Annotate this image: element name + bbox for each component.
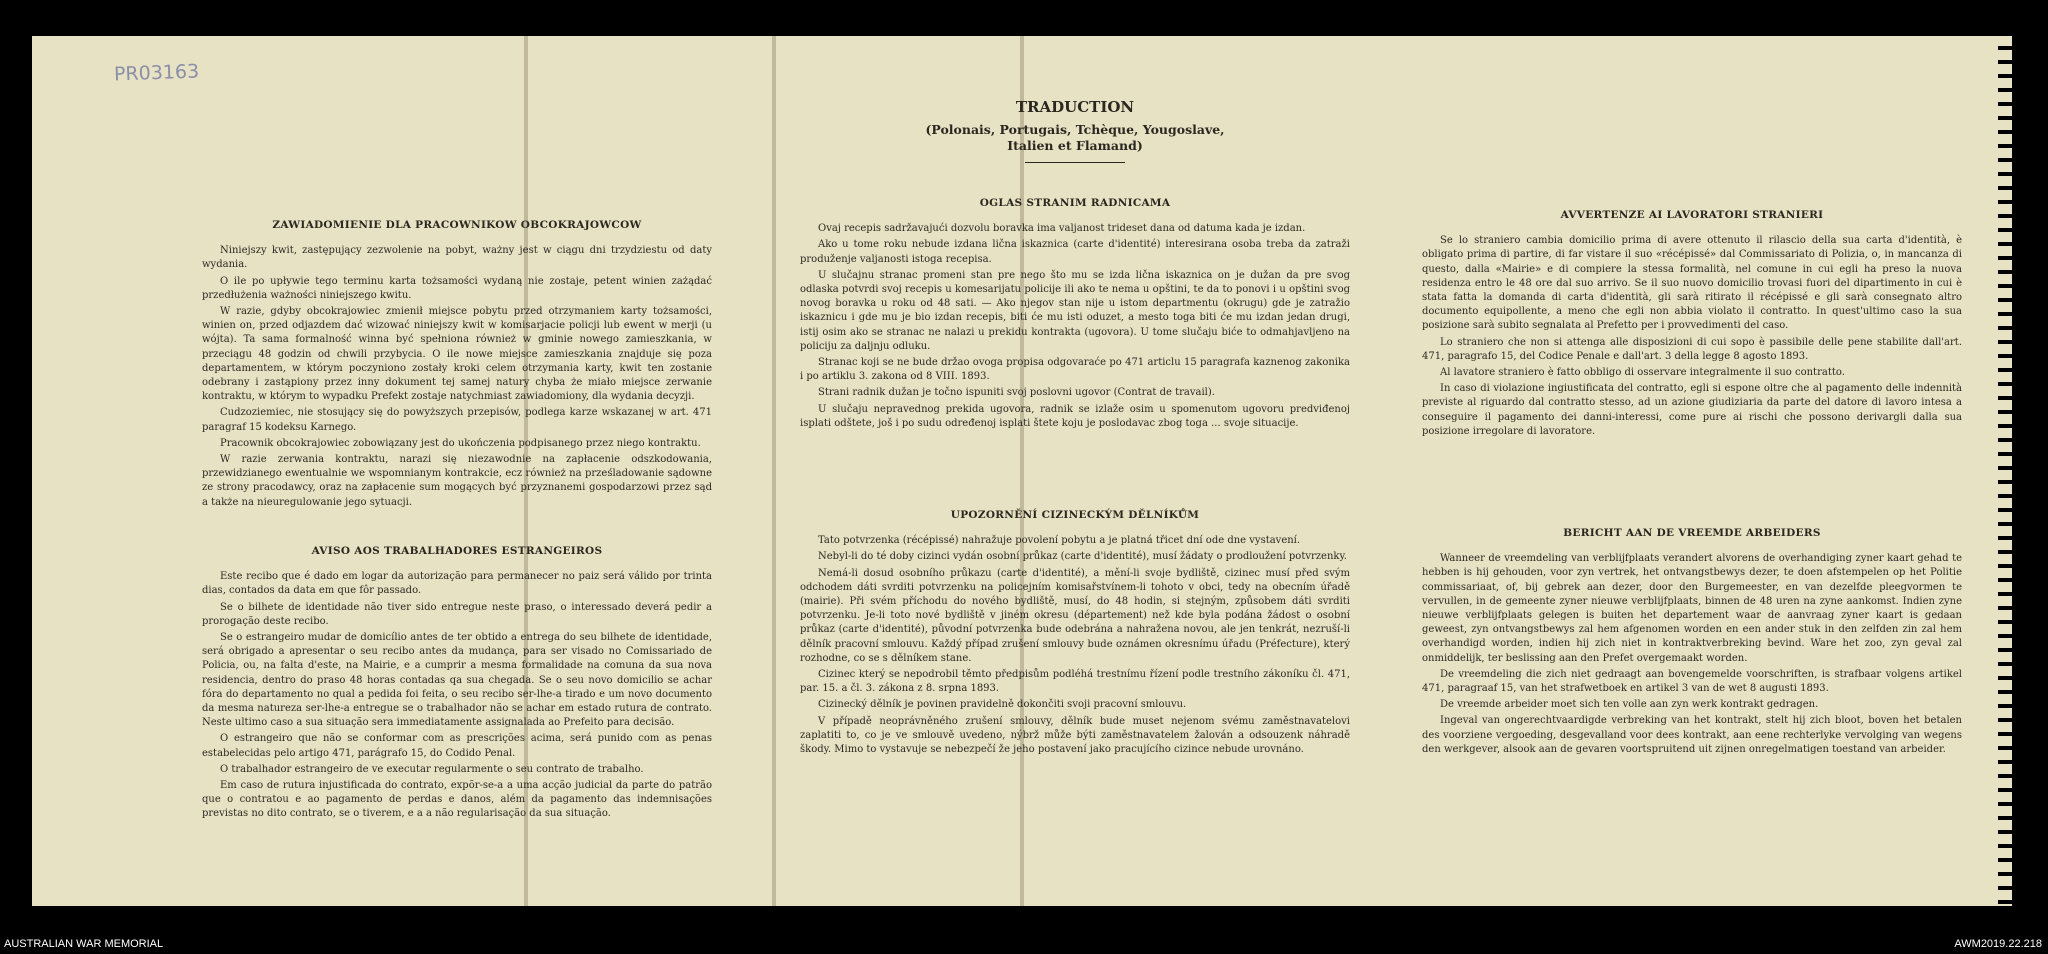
flemish-paragraph: Ingeval van ongerechtvaardigde verbreking van het kontrakt, stelt hij zich bloot, boven het betalen des voorziene vergoeding, desgevalland voor dees kontrakt, aan eene rechterlyke vervolging van wegens den werkgever, alsook aan de gevaren voortspruitend uit zijnen onregelmatigen toestand van arbeider. — [1422, 715, 1962, 755]
czech-paragraph: Cizinecký dělník je povinen pravidelně dokončiti svoji pracovní smlouvu. — [818, 699, 1187, 711]
portuguese-paragraph: O trabalhador estrangeiro de ve executar regularmente o seu contrato de trabalho. — [220, 763, 644, 775]
portuguese-paragraph: O estrangeiro que não se conformar com as prescrições acima, será punido com as penas estabelecidas pelo artigo 471, parágrafo 15, do Codido Penal. — [202, 733, 712, 759]
torn-edge — [1998, 36, 2012, 906]
serbocroatian-paragraph: U slučaju nepravednog prekida ugovora, radnik se izlaže osim u spomenutom ugovoru predviđenoj isplati odštete, još i po sudu određenoj isplati štete koju je poslodavac zbog toga ... svoje situacije. — [800, 403, 1350, 429]
polish-paragraph: O ile po upływie tego terminu karta tożsamości wydaną nie zostaje, petent winien zażądać przedłużenia ważności niniejszego kwitu. — [202, 275, 712, 301]
flemish-section — [1422, 526, 1962, 759]
polish-paragraph: W razie zerwania kontraktu, narazi się niezawodnie na zapłacenie odszkodowania, przewidzianego ewentualnie we wspomnianym kontrakcie, ecz również na prześladowanie sądowne ze strony pracodawcy, oraz na zapłacenie sum mogących być przyznanemi gospodarzowi przez sąd a także na nieuregulowanie jego sytuacji. — [202, 454, 712, 508]
handwritten-reference: PR03163 — [113, 60, 200, 86]
italian-paragraph: Al lavatore straniero è fatto obbligo di osservare integralmente il suo contratto. — [1440, 367, 1845, 379]
flemish-paragraph: Wanneer de vreemdeling van verblijfplaats verandert alvorens de overhandiging zyner kaart gehad te hebben is hij gehouden, voor zyn vertrek, het ontvangstbewys dezer, te doen afstempelen op het Politie commissariaat, of, bij gebrek aan dezer, door den Burgemeester, en van dezelfde pleegvormen te vervullen, in de gemeente zyner nieuwe verblijfplaats, binnen de 48 uren na zyne aankomst. Indien zyne nieuwe verblijfplaats gelegen is buiten het departement waar de aanvraag zyner kaart is gedaan geweest, zyn ontvangstbewys zal hem afgenomen worden en een ander stuk in den zelfden zin zal hem overhandigd worden, indien hij zich niet in kontraktverbreking bevind. Ware het zoo, zyn geval zal onmiddelijk, ter beslissing aan den Prefet overgemaakt worden. — [1422, 553, 1962, 664]
czech-section — [800, 508, 1350, 759]
serbocroatian-paragraph: Strani radnik dužan je točno ispuniti svoj poslovni ugovor (Contrat de travail). — [818, 387, 1215, 399]
italian-section — [1422, 208, 1962, 441]
serbocroatian-heading: OGLAS STRANIM RADNICAMA — [979, 197, 1171, 209]
czech-heading: UPOZORNĚNÍ CIZINECKÝM DĚLNÍKŮM — [950, 509, 1200, 521]
czech-paragraph: V případě neoprávněného zrušení smlouvy, dělník bude muset nejenom svému zaměstnavatelovi zaplatiti to, co je ve smlouvě uvedeno, nýbrž může býti zaměstnavatelem žalován a odsouzenk náhradě škody. Mimo to vystavuje se nebezpečí že jeho postavení jako pracujícího cizince nebude urovnáno. — [800, 715, 1350, 756]
polish-paragraph: Pracownik obcokrajowiec zobowiązany jest do ukończenia podpisanego przez niego kontraktu. — [220, 437, 701, 449]
title-rule — [1025, 162, 1125, 163]
translation-title: TRADUCTION — [1015, 98, 1135, 116]
czech-paragraph: Tato potvrzenka (récépissé) nahražuje povolení pobytu a je platná třicet dní ode dne vystavení. — [818, 535, 1301, 547]
portuguese-section — [202, 544, 712, 824]
portuguese-paragraph: Este recibo que é dado em logar da autorização para permanecer no paiz será válido por trinta dias, contados da data em que fôr passado. — [202, 571, 712, 597]
fold-line — [772, 36, 776, 906]
document-sheet — [32, 36, 2012, 906]
flemish-paragraph: De vreemde arbeider moet sich ten volle aan zyn werk kontrakt gedragen. — [1440, 699, 1819, 711]
translation-subtitle-1: (Polonais, Portugais, Tchèque, Yougoslave, — [925, 122, 1225, 137]
czech-paragraph: Cizinec který se nepodrobil těmto předpisům podléhá trestnímu řízení podle trestního zákoníku čl. 471, par. 15. a čl. 3. zákona z 8. srpna 1893. — [800, 669, 1350, 695]
italian-paragraph: Se lo straniero cambia domicilio prima di avere ottenuto il rilascio della sua carta d'identità, è obligato prima di partire, di far vistare il suo «récépissé» dal Commissariato di Polizia, o, in mancanza di questo, dalla «Mairie» e di compiere la stessa formalità, nel comune in cui egli ha preso la nuova residenza entro le 48 ore dal suo arrivo. Se il suo nuovo domicilio trovasi fuori del dipartimento in cui è stata fatta la domanda di carta d'identità, gli sarà ritirato il récépissé e gli sarà consegnato altro documento equipollente, a meno che egli non abbia violato il contratto. In quest'ultimo caso la sua posizione sarà subito segnalata al Prefetto per i provvedimenti del caso. — [1422, 235, 1962, 332]
polish-paragraph: Cudzoziemiec, nie stosujący się do powyższych przepisów, podlega karze wskazanej w art. 471 paragraf 15 kodeksu Karnego. — [202, 407, 712, 433]
footer-institution: AUSTRALIAN WAR MEMORIAL — [4, 938, 164, 950]
polish-section — [202, 218, 712, 512]
portuguese-heading: AVISO AOS TRABALHADORES ESTRANGEIROS — [311, 545, 603, 557]
serbocroatian-paragraph: Stranac koji se ne bude držao ovoga propisa odgovaraće po 471 articlu 15 paragrafa kaznenog zakonika i po artiklu 3. zakona od 8 VIII. 1893. — [800, 357, 1350, 383]
serbocroatian-paragraph: U slučajnu stranac promeni stan pre nego što mu se izda lična iskaznica on je dužan da pre svog odlaska potvrdi svoj recepis u komesarijatu policije ili ako te nema u opštini, te da to ponovi i u opštini svog novog boravka u roku od 48 sati. — Ako njegov stan nije u istom departmentu (okrugu) gde je zatražio iskaznicu i gde mu je bio izdan recepis, biti će mu isti oduzet, a mesto toga biti će mu izdan jedan drugi, istij osim ako se stranac ne nalazi u prekidu kontrakta (ugovora). U tome slučaju biće to odmahjavljeno na policiju za daljnju odluku. — [800, 269, 1350, 352]
column-right — [1422, 36, 1962, 906]
portuguese-paragraph: Em caso de rutura injustificada do contrato, expõr-se-a a uma acção judicial da parte do patrão que o contratou e ao pagamento de perdas e danos, além da pagamento das indemnisações previstas no dito contrato, se o tiverem, e a a não regularisação da sua situação. — [202, 780, 712, 820]
portuguese-paragraph: Se o bilhete de identidade não tiver sido entregue neste praso, o interessado deverá pedir a prorogação deste recibo. — [202, 601, 712, 627]
column-left — [202, 36, 712, 906]
italian-heading: AVVERTENZE AI LAVORATORI STRANIERI — [1560, 209, 1824, 221]
portuguese-paragraph: Se o estrangeiro mudar de domicílio antes de ter obtido a entrega do seu bilhete de identidade, será obrigado a apresentar o seu recibo antes da mudança, para ser visado no Comissariado de Policia, ou, na falta d'este, na Mairie, e a cumprir a mesma formalidade na comuna da sua nova residencia, dentro do praso 48 horas contadas qa sua chegada. Se o seu novo domicilio se achar fóra do departamento no qual a pedida foi feita, o seu recibo ser-lhe-a tirado e um novo documento da mesma natureza ser-lhe-a entregue se o trabalhador não se achar em estado rutura de contrato. Neste ultimo caso a sua situação sera immediatamente assignalada ao Prefeito para decisão. — [202, 632, 712, 729]
serbocroatian-section — [800, 196, 1350, 433]
serbocroatian-paragraph: Ako u tome roku nebude izdana lična iskaznica (carte d'identité) interesirana osoba treba da zatraži produženje valjanosti istoga recepisa. — [800, 239, 1350, 265]
footer-accession-number: AWM2019.22.218 — [1954, 938, 2042, 950]
italian-paragraph: In caso di violazione ingiustificata del contratto, egli si espone oltre che al pagamento delle indennità previste al riguardo dal contratto stesso, ad un azione giudiziaria da parte del datore di lavoro intesa a conseguire il pagamento dei danni-interessi, come pure ai rischi che possono derivargli dalla sua posizione irregolare di lavoratore. — [1422, 383, 1962, 437]
polish-paragraph: W razie, gdyby obcokrajowiec zmienił miejsce pobytu przed otrzymaniem karty tożsamości, winien on, przed odjazdem dać wizować niniejszy kwit w komisarjacie policji lub ewent w merji (u wójta). Ta sama formalność winna być spełniona również w gminie nowego zamieszkania, w przeciągu 48 godzin od chwili przybycia. O ile nowe miejsce zamieszkania znajduje się poza departamentem, w którym poczyniono zostały kroki celem otrzymania karty, kwit ten zostanie odebrany i zastąpiony przez inny dokument tej samej natury chyba że miało miejsce zerwanie kontraktu, w którym to wypadku Prefekt zostaje natychmiast zawiadomiony, dla wydania decyzji. — [202, 306, 712, 403]
czech-paragraph: Nebyl-li do té doby cizinci vydán osobní průkaz (carte d'identité), musí žádaty o prodloužení potvrzenky. — [818, 551, 1347, 563]
serbocroatian-paragraph: Ovaj recepis sadržavajući dozvolu boravka ima valjanost trideset dana od datuma kada je izdan. — [818, 223, 1306, 235]
italian-paragraph: Lo straniero che non si attenga alle disposizioni di cui sopo è passibile delle pene stabilite dall'art. 471, paragrafo 15, del Codice Penale e dall'art. 3 della legge 8 agosto 1893. — [1422, 336, 1962, 362]
polish-heading: ZAWIADOMIENIE DLA PRACOWNIKOW OBCOKRAJOWCOW — [272, 219, 642, 231]
column-middle — [800, 36, 1350, 906]
flemish-paragraph: De vreemdeling die zich niet gedraagt aan bovengemelde voorschriften, is strafbaar volgens artikel 471, paragraaf 15, van het strafwetboek en artikel 3 van de wet 8 augusti 1893. — [1422, 668, 1962, 695]
czech-paragraph: Nemá-li dosud osobního průkazu (carte d'identité), a mění-li svoje bydliště, cizinec musí před svým odchodem dáti svrditi potvrzenku na policejním komisařstvínem-li tohoto v obci, tedy na obecním úřadě (mairie). Při svém příchodu do nového bydliště, musí, do 48 hodin, si stejným, způsobem dáti svrditi potvrzenku. Je-li toto nové bydliště v jiném okresu (département) než kde byla podána žádost o osobní průkaz (carte d'identité), původní potvrzenka bude odebrána a nahražena novou, ale jen tenkrát, nezruší-li dělník pracovní smlouvu. Každý případ zrušení smlouvy bude oznámen okresnímu úřadu (Préfecture), který rozhodne, co se s dělníkem stane. — [800, 567, 1350, 664]
polish-paragraph: Niniejszy kwit, zastępujący zezwolenie na pobyt, ważny jest w ciągu dni trzydziestu od daty wydania. — [202, 245, 712, 271]
translation-subtitle-2: Italien et Flamand) — [1007, 138, 1143, 153]
flemish-heading: BERICHT AAN DE VREEMDE ARBEIDERS — [1563, 527, 1821, 539]
